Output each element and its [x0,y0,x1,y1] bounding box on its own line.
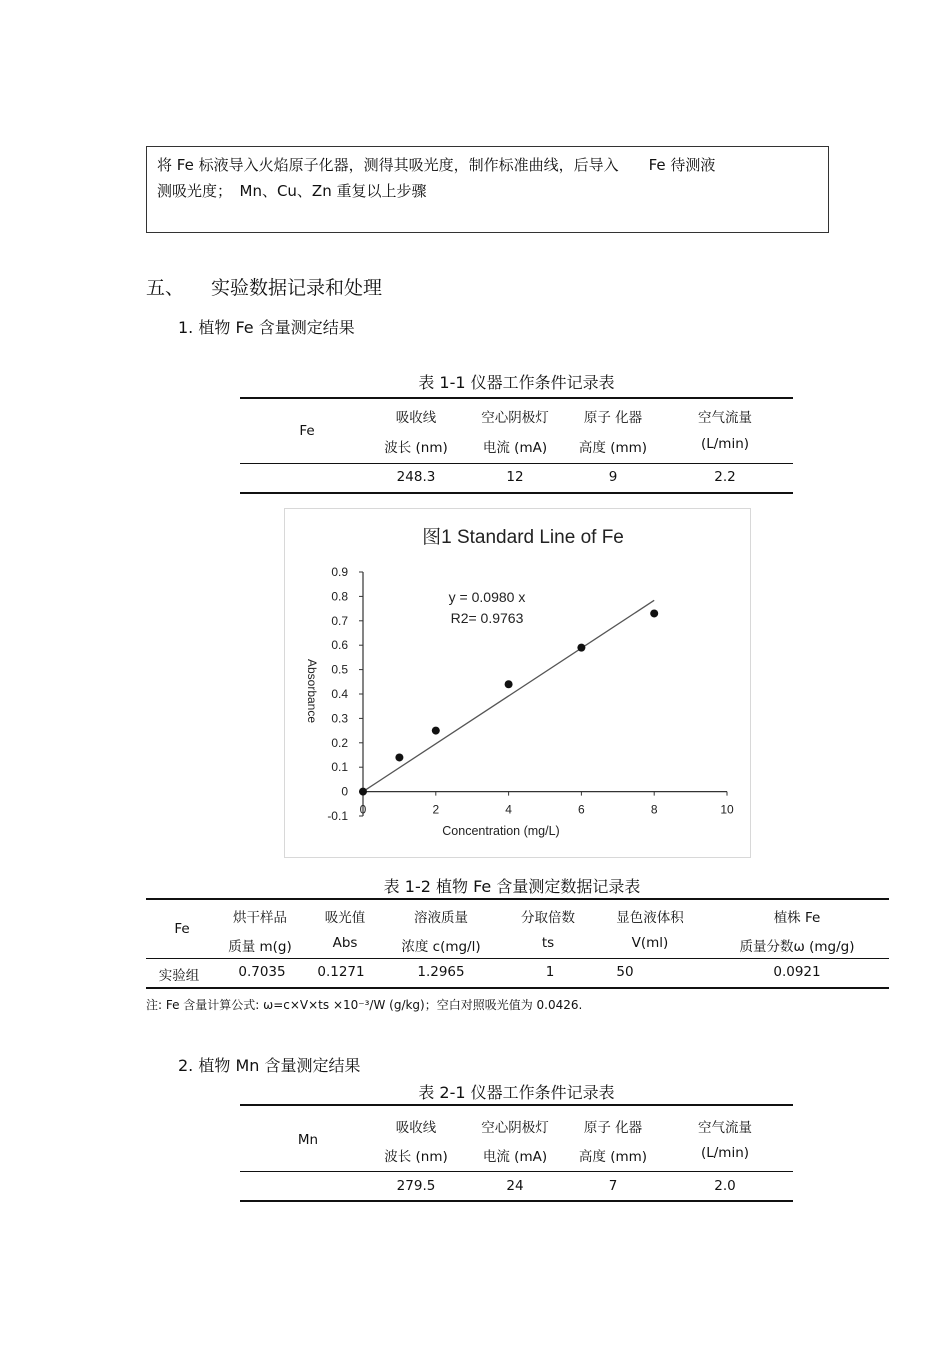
data-cell: 1.2965 [417,964,465,980]
chart-border [285,509,751,858]
formula-note: 注: Fe 含量计算公式: ω=c×V×ts ×10⁻³/W (g/kg)；空白对照吸光值为 0.0426. [146,998,583,1012]
y-tick-label: 0.4 [331,687,348,701]
table-rule-bottom [146,987,889,989]
header-cell: 电流 (mA) [482,1149,548,1165]
data-point [577,644,585,652]
header-cell: V(ml) [631,935,669,951]
trendline-r2: R2= 0.9763 [450,610,524,626]
y-tick-label: 0.9 [331,565,348,579]
header-cell: 分取倍数 [521,910,575,926]
table-rule-mid [240,1171,793,1172]
y-tick-label: 0.3 [331,711,348,726]
header-cell: 空心阴极灯 [481,410,549,426]
x-tick-label: 8 [650,802,658,817]
data-cell: 1 [545,964,555,980]
header-cell: (L/min) [700,1145,750,1161]
data-cell: 9 [608,469,618,485]
table-rule-top [240,397,793,399]
header-cell: 吸收线 [395,1120,437,1136]
header-cell: 空心阴极灯 [481,1120,549,1136]
y-tick-label: 0.1 [331,760,348,775]
x-tick-label: 6 [578,802,585,817]
y-tick-label: 0 [341,784,348,799]
data-cell: 2.2 [714,469,736,485]
table-rule-mid [240,463,793,464]
data-point [650,609,658,617]
y-tick-label: 0.5 [331,662,348,677]
x-tick-label: 2 [432,802,440,817]
table-element-label: Mn [297,1132,319,1148]
table-rule-bottom [240,492,793,494]
header-cell: 原子 化器 [583,1120,643,1136]
table-rule-top [146,898,889,900]
y-tick-label: 0.8 [331,589,348,604]
section-title: 实验数据记录和处理 [211,277,383,299]
header-cell: 空气流量 [698,410,752,426]
data-cell: 0.1271 [317,964,365,980]
section-number: 五、 [146,277,185,299]
row-label: 实验组 [158,968,200,984]
header-cell: ts [541,935,555,951]
header-cell: 高度 (mm) [578,440,648,456]
header-cell: 显色液体积 [616,910,684,926]
header-cell: 质量 m(g) [228,939,292,955]
table-element-label: Fe [299,423,315,439]
table-rule-mid [146,958,889,959]
header-cell: 植株 Fe [773,910,821,926]
header-cell: 高度 (mm) [578,1149,648,1165]
procedure-line-2: 测吸光度； Mn、Cu、Zn 重复以上步骤 [157,182,427,200]
data-point [432,727,440,735]
header-cell: 电流 (mA) [482,440,548,456]
header-cell: 波长 (nm) [384,1149,448,1165]
procedure-box [146,146,829,233]
y-tick-label: 0.7 [331,613,348,628]
header-cell: 原子 化器 [583,410,643,426]
header-cell: 浓度 c(mg/l) [401,939,481,955]
header-cell: (L/min) [700,436,750,452]
x-axis-label: Concentration (mg/L) [442,824,560,838]
data-cell: 0.7035 [238,964,286,980]
subsection-mn-title: 2. 植物 Mn 含量测定结果 [178,1056,361,1075]
data-cell: 7 [608,1178,618,1194]
data-point [359,788,367,796]
y-tick-label: -0.1 [327,809,348,823]
data-point [505,680,513,688]
header-cell: 溶液质量 [414,910,468,926]
fe-standard-line-chart [284,508,751,858]
data-cell: 50 [616,964,634,980]
table-rule-bottom [240,1200,793,1202]
y-tick-label: 0.2 [331,735,348,750]
data-cell: 0.0921 [773,964,821,980]
x-tick-label: 10 [720,802,734,817]
header-cell: 波长 (nm) [384,440,448,456]
y-axis-label: Absorbance [305,658,319,724]
header-cell: 吸光值 [324,910,366,926]
chart-title: 图1 Standard Line of Fe [422,527,624,548]
data-cell: 2.0 [714,1178,736,1194]
data-cell: 279.5 [396,1178,436,1194]
table-2-1-caption: 表 2-1 仪器工作条件记录表 [418,1083,615,1102]
header-cell: 质量分数ω (mg/g) [739,939,855,955]
procedure-line-1: 将 Fe 标液导入火焰原子化器，测得其吸光度，制作标准曲线，后导入 Fe 待测液 [157,156,716,174]
subsection-fe-title: 1. 植物 Fe 含量测定结果 [178,318,355,337]
data-point [395,753,403,761]
header-cell: 烘干样品 [233,910,287,926]
data-cell: 24 [506,1178,524,1194]
x-tick-label: 0 [359,802,367,817]
data-cell: 12 [506,469,524,485]
data-cell: 248.3 [396,469,436,485]
trendline-equation: y = 0.0980 x [448,589,526,605]
header-cell: Abs [332,935,358,951]
y-tick-label: 0.6 [331,638,348,653]
table-1-2-caption: 表 1-2 植物 Fe 含量测定数据记录表 [383,877,641,896]
table-rule-top [240,1104,793,1106]
table-element-label: Fe [174,921,190,937]
header-cell: 吸收线 [395,410,437,426]
table-1-1-caption: 表 1-1 仪器工作条件记录表 [418,373,615,392]
header-cell: 空气流量 [698,1120,752,1136]
x-tick-label: 4 [505,802,512,817]
